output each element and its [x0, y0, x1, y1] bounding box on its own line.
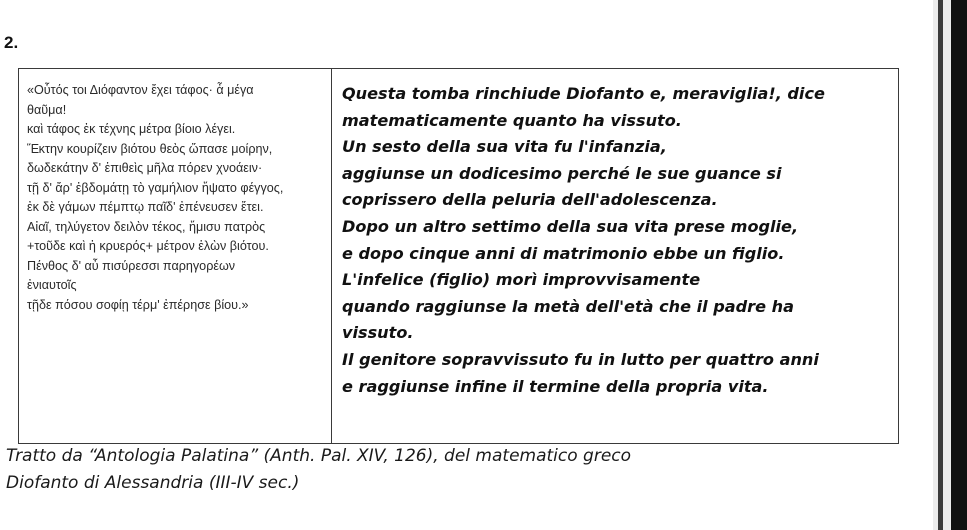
greek-line: +τοῦδε καὶ ἡ κρυερός+ μέτρον ἑλὼν βιότου. [27, 239, 269, 253]
greek-text-cell [19, 69, 332, 444]
italian-line: Questa tomba rinchiude Diofanto e, meraviglia!, dice [342, 84, 825, 103]
greek-line: ἐκ δὲ γάμων πέμπτῳ παῖδ' ἐπένευσεν ἔτει. [27, 200, 264, 214]
exercise-number: 2. [4, 33, 19, 52]
scrollbar-track[interactable] [951, 0, 967, 530]
italian-line: L'infelice (figlio) morì improvvisamente [342, 270, 701, 290]
italian-line: coprissero della peluria dell'adolescenza. [342, 190, 718, 210]
greek-line: καὶ τάφος ἐκ τέχνης μέτρα βίοιο λέγει. [27, 122, 236, 136]
poem-row [19, 69, 899, 444]
caption-line: Diofanto di Alessandria (III-IV sec.) [6, 473, 300, 493]
italian-line: aggiunse un dodicesimo perché le sue guance si [342, 163, 782, 183]
italian-line: Dopo un altro settimo della sua vita prese moglie, [342, 216, 799, 236]
scrollbar-thumb[interactable] [938, 0, 943, 530]
source-caption [6, 443, 631, 497]
italian-line: vissuto. [342, 323, 414, 343]
greek-line: Ἕκτην κουρίζειν βιότου θεὸς ὤπασε μοίρην, [27, 141, 273, 156]
italian-line: matematicamente quanto ha vissuto. [342, 110, 682, 130]
greek-line: δωδεκάτην δ' ἐπιθεὶς μῆλα πόρεν χνοάειν· [27, 161, 263, 175]
italian-line: quando raggiunse la metà dell'età che il padre ha [342, 296, 794, 316]
greek-line: Πένθος δ' αὖ πισύρεσσι παρηγορέων [27, 258, 236, 273]
greek-line: θαῦμα! [27, 102, 67, 117]
italian-line: Un sesto della sua vita fu l'infanzia, [342, 137, 667, 157]
italian-line: Il genitore sopravvissuto fu in lutto per quattro anni [342, 349, 819, 369]
poem-table [18, 68, 899, 444]
italian-line: e dopo cinque anni di matrimonio ebbe un figlio. [342, 243, 785, 263]
caption-line: Tratto da “Antologia Palatina” (Anth. Pal. XIV, 126), del matematico greco [6, 446, 632, 466]
italian-translation-cell [332, 69, 899, 444]
greek-line: ἐνιαυτοῖς [27, 278, 77, 292]
greek-line: «Οὗτός τοι Διόφαντον ἔχει τάφος· ἆ μέγα [27, 83, 254, 97]
greek-line: τῇδε πόσου σοφίῃ τέρμ' ἐπέρησε βίου.» [27, 297, 249, 312]
vertical-scrollbar[interactable] [933, 0, 967, 530]
greek-line: τῇ δ' ἄρ' ἐβδομάτῃ τὸ γαμήλιον ἥψατο φέγγος, [27, 180, 284, 195]
greek-line: Αἰαῖ, τηλύγετον δειλὸν τέκος, ἥμισυ πατρὸς [27, 219, 266, 234]
italian-line: e raggiunse infine il termine della propria vita. [342, 376, 769, 396]
